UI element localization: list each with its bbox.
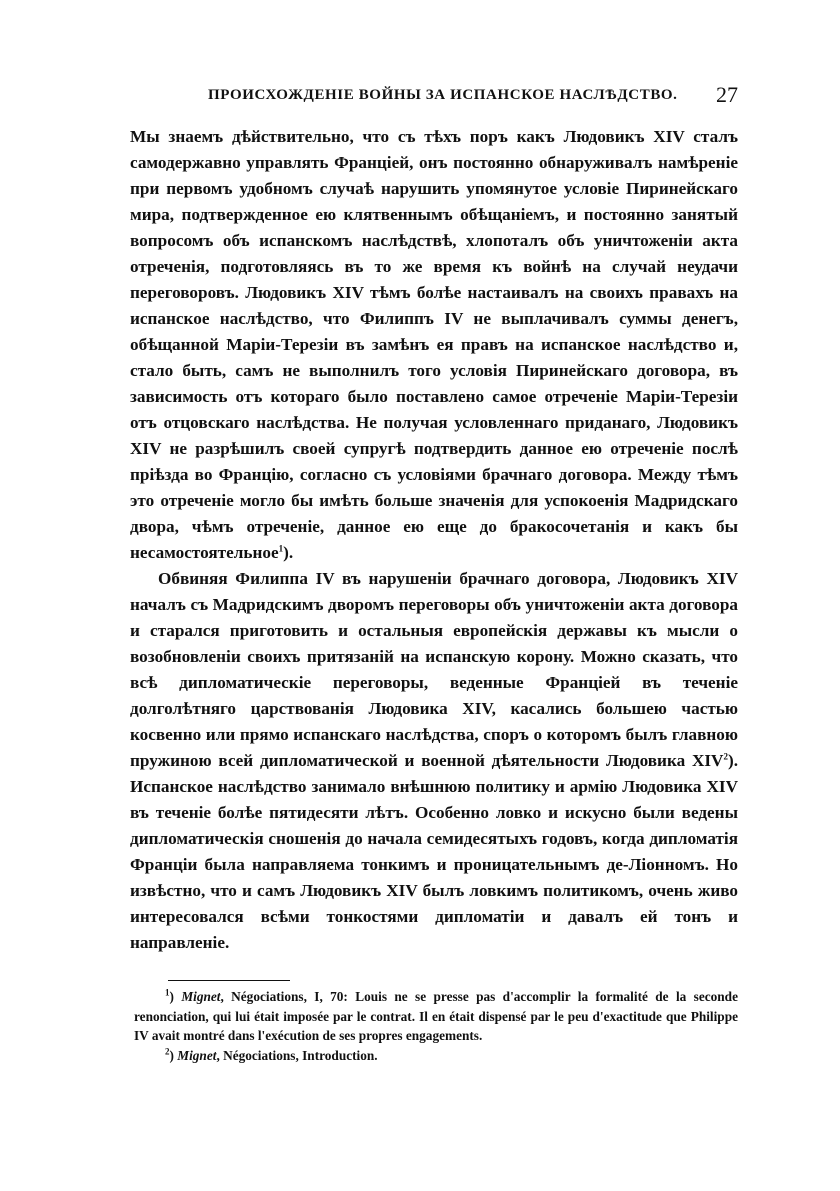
footnote-1 xyxy=(134,987,738,1046)
running-title: ПРОИСХОЖДЕНІЕ ВОЙНЫ ЗА ИСПАНСКОЕ НАСЛѢДСТВО. xyxy=(208,87,678,103)
footnote-2 xyxy=(134,1046,738,1066)
footnote-ref-1: 1 xyxy=(278,543,284,554)
footnote-text: , Négociations, I, 70: Louis ne se presse pas d'accomplir la formalité de la seconde renonciation, qui lui était imposée par le contrat. Il en était dispensé par le peu d'exactitude que Philippe IV avait montré dans l'exécution de ses propres engagements. xyxy=(134,989,738,1043)
paragraph-2 xyxy=(130,566,738,956)
footnote-marker: ) xyxy=(169,1047,174,1063)
paragraph-2-text-a: Обвиняя Филиппа IV въ нарушеніи брачнаго договора, Людовикъ XIV началъ съ Мадридскимъ дворомъ переговоры объ уничтоженіи акта договора и старался приготовить и остальныя европейскія державы къ мысли о возобновленіи своихъ притязаній на испанскую корону. Можно сказать, что всѣ дипломатическіе переговоры, веденные Франціей въ теченіе долголѣтняго царствованія Людовика XIV, касались большею частью косвенно или прямо испанскаго наслѣдства, споръ о которомъ былъ главною пружиною всей дипломатической и военной дѣятельности Людовика XIV xyxy=(130,569,738,770)
footnote-author: Mignet xyxy=(177,1047,217,1063)
footnotes xyxy=(134,987,738,1065)
paragraph-1-text: Мы знаемъ дѣйствительно, что съ тѣхъ поръ какъ Людовикъ XIV сталъ самодержавно управлять Франціей, онъ постоянно обнаруживалъ намѣреніе при первомъ удобномъ случаѣ нарушить упомянутое условіе Пиринейскаго мира, подтвержденное ею клятвеннымъ обѣщаніемъ, и постоянно занятый вопросомъ объ испанскомъ наслѣдствѣ, хлопоталъ объ уничтоженіи акта отреченія, подготовляясь въ то же время къ войнѣ на случай неудачи переговоровъ. Людовикъ XIV тѣмъ болѣе настаивалъ на своихъ правахъ на испанское наслѣдство, что Филиппъ IV не выплачивалъ суммы денегъ, обѣщанной Маріи-Терезіи въ замѣнъ ея правъ на испанское наслѣдство и, стало быть, самъ не выполнилъ того условія Пиринейскаго договора, въ зависимость отъ котораго было поставлено самое отреченіе Маріи-Терезіи отъ отцовскаго наслѣдства. Не получая условленнаго приданаго, Людовикъ XIV не разрѣшилъ своей супругѣ подтвердить данное ею отреченіе послѣ пріѣзда во Францію, согласно съ условіями брачнаго договора. Между тѣмъ это отреченіе могло бы имѣть больше значенія для успокоенія Мадридскаго двора, чѣмъ отреченіе, данное ею еще до бракосочетанія и какъ бы несамостоятельное xyxy=(130,127,738,562)
footnote-text: , Négociations, Introduction. xyxy=(216,1047,378,1063)
paragraph-1 xyxy=(130,124,738,566)
footnote-number: 1 xyxy=(165,987,170,998)
footnote-ref-2: 2 xyxy=(723,751,728,762)
footnote-divider xyxy=(168,980,290,981)
footnote-number: 2 xyxy=(165,1046,170,1057)
running-head xyxy=(130,82,740,112)
footnote-author: Mignet xyxy=(181,989,221,1004)
body-text xyxy=(130,124,738,956)
paragraph-1-end: ). xyxy=(283,543,294,562)
page-number: 27 xyxy=(716,82,738,107)
paragraph-2-text-b: ). Испанское наслѣдство занимало внѣшнюю политику и армію Людовика XIV въ теченіе болѣе пятидесяти лѣтъ. Особенно ловко и искусно были ведены дипломатическія сношенія до начала семидесятыхъ годовъ, когда дипломатія Франціи была направляема тонкимъ и проницательнымъ де-Ліонномъ. Но извѣстно, что и самъ Людовикъ XIV былъ ловкимъ политикомъ, очень живо интересовался всѣми тонкостями дипломатіи и давалъ ей тонъ и направленіе. xyxy=(130,751,738,952)
footnote-marker: ) xyxy=(169,989,174,1004)
